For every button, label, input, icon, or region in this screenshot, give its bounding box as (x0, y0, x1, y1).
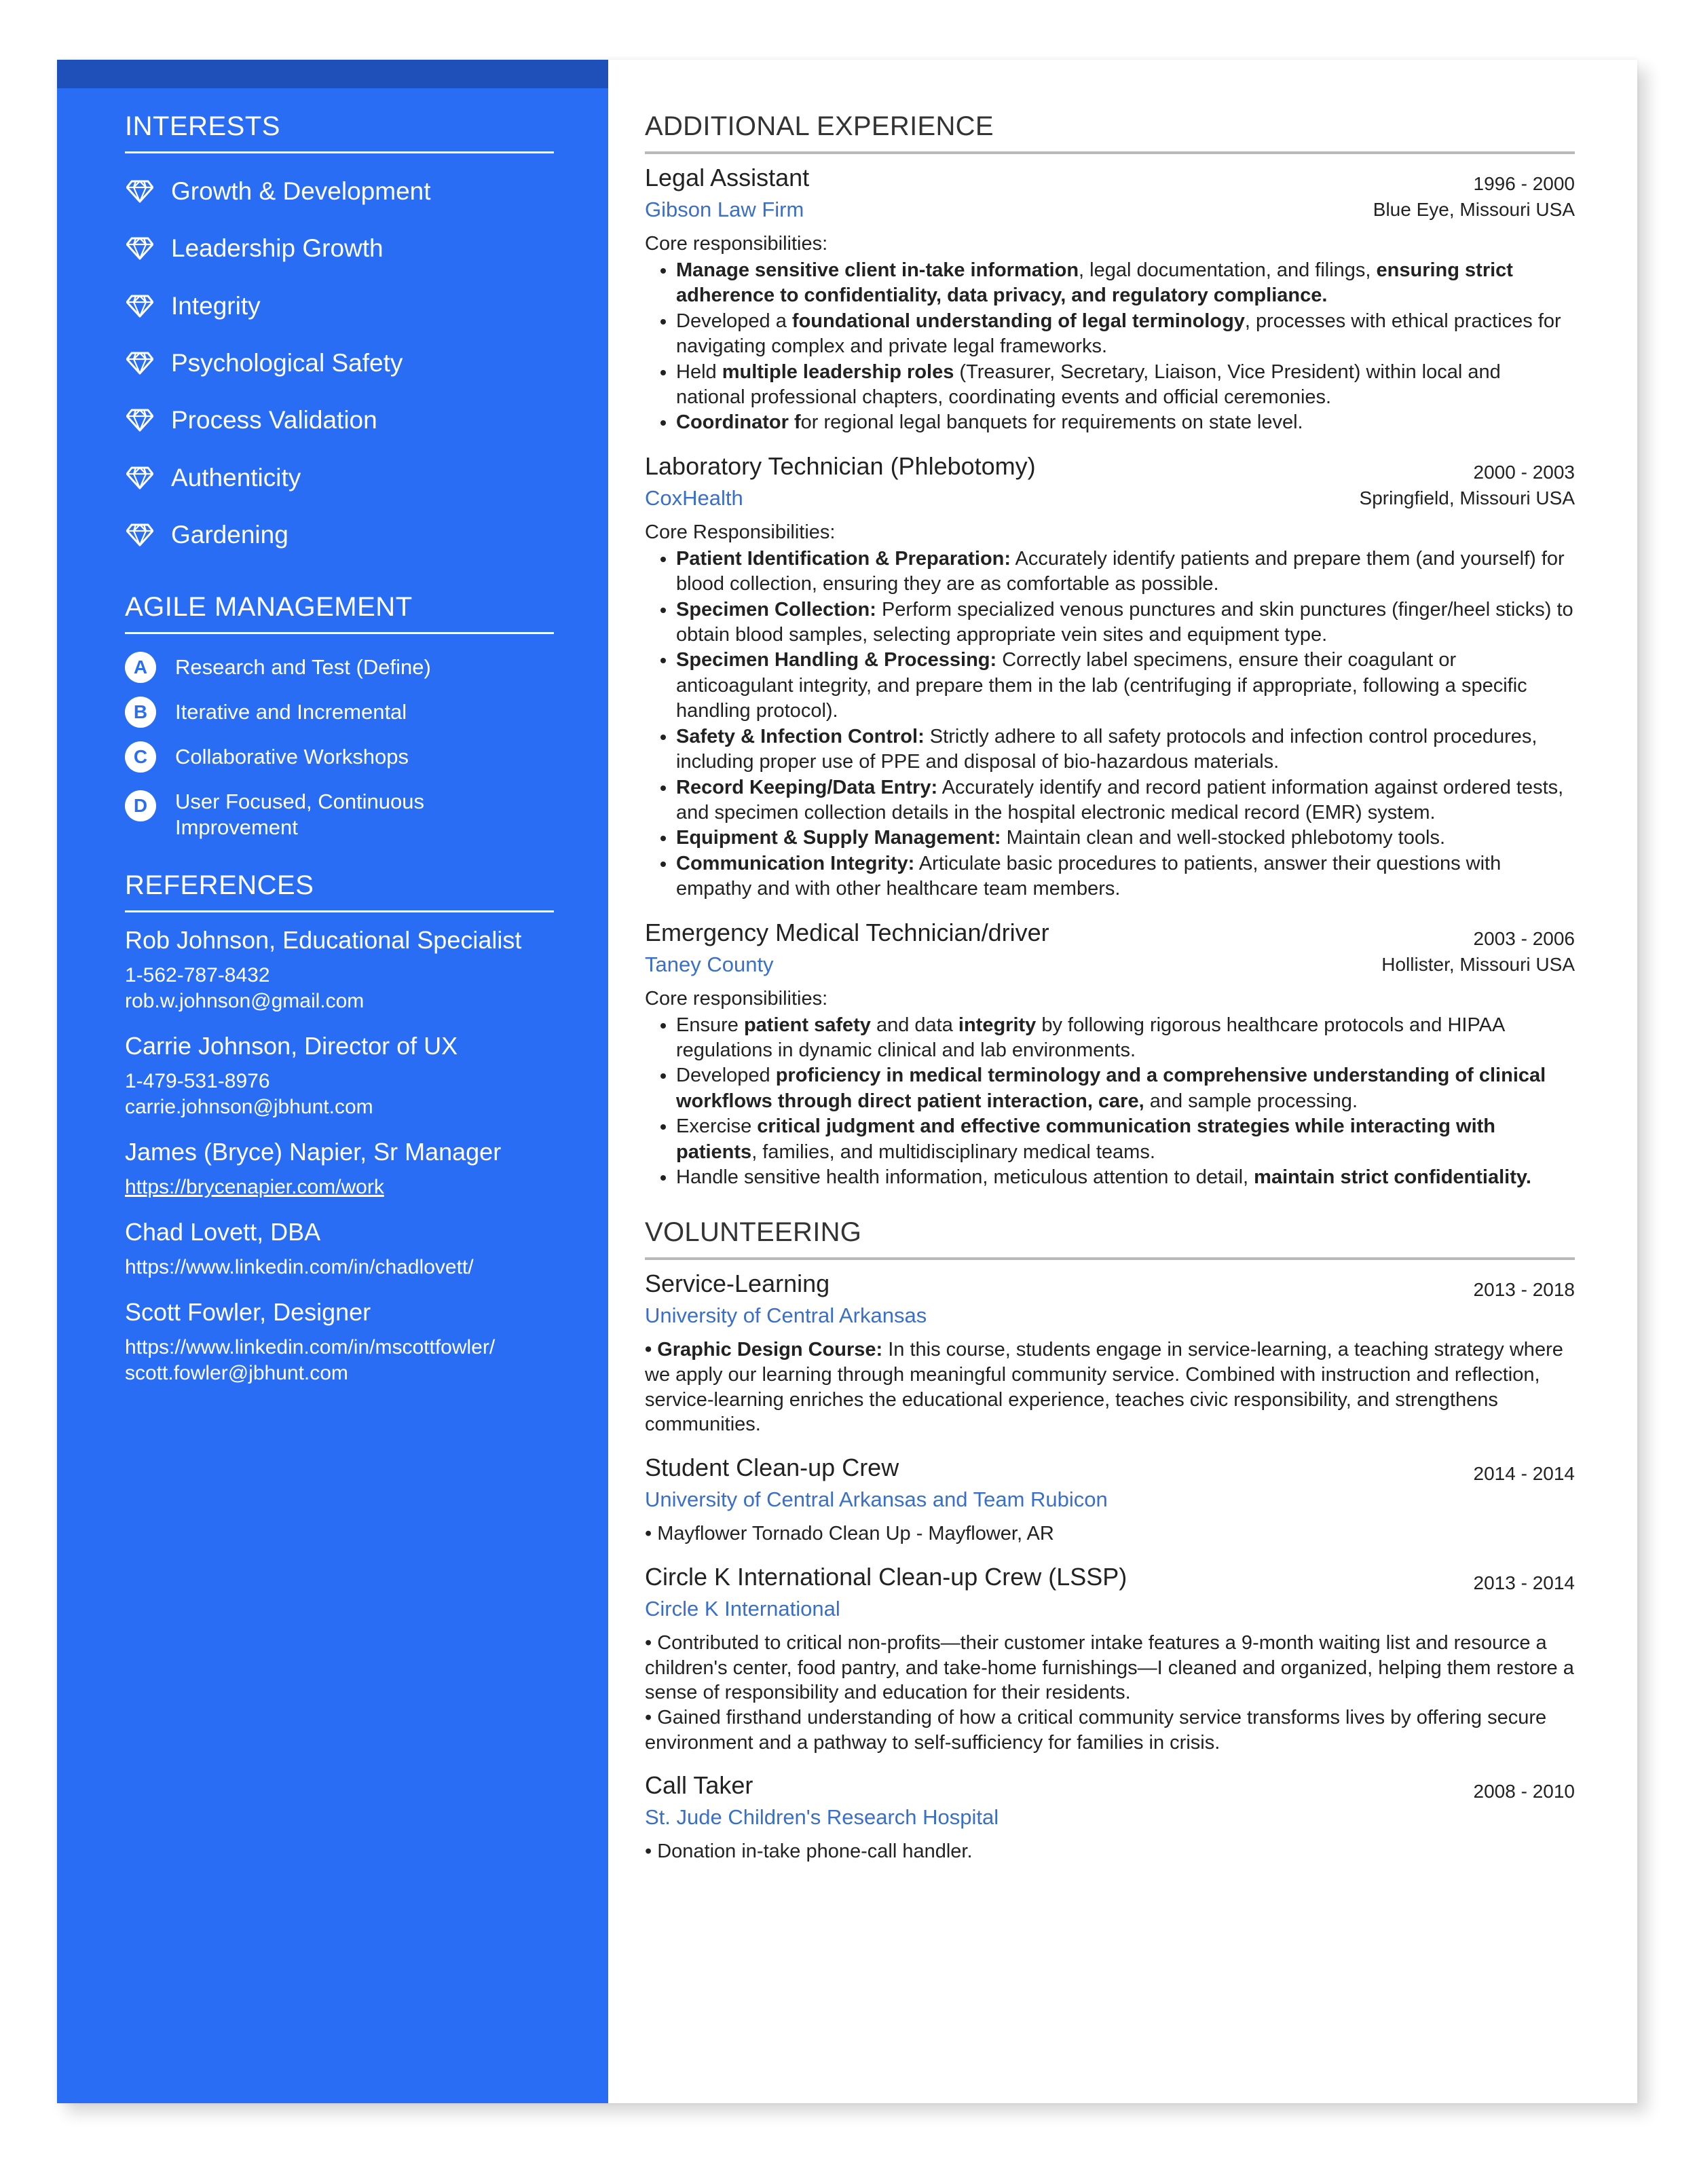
description: • Graphic Design Course: In this course, students engage in service-learning, a teaching strategy where we apply our learning through meaningful community service. Combined with instruction and reflection, service-learning enriches the educational experience, teaches civic responsibility, and strengthens communities. (645, 1339, 1563, 1436)
volunteering-entry (645, 1267, 1575, 1437)
job-dates: 2014 - 2014 (1473, 1463, 1575, 1485)
agile-item (125, 789, 554, 840)
agile-list (125, 644, 554, 840)
bullet-item: • Coordinator for regional legal banquets for requirements on state level. (676, 410, 1575, 435)
sidebar-top-bar (57, 60, 608, 88)
reference-item (125, 1217, 554, 1280)
reference-item (125, 925, 554, 1014)
interests-heading: INTERESTS (125, 111, 554, 153)
reference-link[interactable]: https://www.linkedin.com/in/chadlovett/ (125, 1256, 474, 1279)
main-content (645, 111, 1575, 1878)
description: • Mayflower Tornado Clean Up - Mayflower, AR (645, 1523, 1054, 1545)
interest-label: Gardening (171, 520, 288, 549)
bullet-item: • Held multiple leadership roles (Treasurer, Secretary, Liaison, Vice President) within local and national professional chapters, coordinating events and official ceremonies. (676, 360, 1575, 411)
references-heading: REFERENCES (125, 870, 554, 912)
letter-badge: C (125, 741, 156, 773)
interest-label: Growth & Development (171, 177, 431, 206)
job-title: Circle K International Clean-up Crew (LSSP) (645, 1562, 1127, 1591)
letter-badge: D (125, 790, 156, 821)
interest-item (125, 220, 554, 277)
reference-email[interactable]: rob.w.johnson@gmail.com (125, 990, 365, 1013)
diamond-icon (125, 521, 155, 549)
job-title: Laboratory Technician (Phlebotomy) (645, 451, 1036, 480)
job-title: Legal Assistant (645, 164, 810, 191)
interest-label: Process Validation (171, 406, 377, 434)
bullet-item: • Safety & Infection Control: Strictly adhere to all safety protocols and infection control procedures, including proper use of PPE and disposal of bio-hazardous materials. (676, 724, 1575, 775)
job-dates: 2013 - 2018 (1473, 1279, 1575, 1301)
agile-item (125, 699, 554, 728)
interest-item (125, 392, 554, 449)
reference-email[interactable]: carrie.johnson@jbhunt.com (125, 1096, 373, 1119)
resume-page (57, 60, 1637, 2103)
reference-name: James (Bryce) Napier, Sr Manager (125, 1138, 502, 1166)
job-organization: St. Jude Children's Research Hospital (645, 1805, 999, 1830)
bullet-item: • Developed a foundational understanding of legal terminology, processes with ethical practices for navigating complex and private legal frameworks. (676, 309, 1575, 360)
core-label: Core responsibilities: (645, 233, 828, 255)
references-list (125, 922, 554, 1386)
sidebar (57, 60, 608, 2103)
reference-item (125, 1297, 554, 1386)
letter-badge: A (125, 652, 156, 683)
bullet-item: • Developed proficiency in medical terminology and a comprehensive understanding of clinical workflows through direct patient interaction, care, and sample processing. (676, 1063, 1575, 1114)
interest-item (125, 163, 554, 220)
additional-experience-heading: ADDITIONAL EXPERIENCE (645, 111, 1575, 154)
job-dates: 2003 - 2006 (1473, 927, 1575, 949)
core-label: Core responsibilities: (645, 987, 828, 1010)
diamond-icon (125, 178, 155, 205)
bullet-item: • Record Keeping/Data Entry: Accurately identify and record patient information against ordered tests, and specimen collection details in the hospital electronic medical record (EMR) system. (676, 775, 1575, 826)
diamond-icon (125, 407, 155, 434)
reference-phone: 1-562-787-8432 (125, 964, 270, 987)
bullet-item: • Manage sensitive client in-take information, legal documentation, and filings, ensuring strict adherence to confidentiality, data privacy, and regulatory compliance. (676, 258, 1575, 309)
diamond-icon (125, 350, 155, 377)
job-organization: CoxHealth (645, 485, 743, 510)
job-organization: Circle K International (645, 1596, 840, 1621)
job-title: Emergency Medical Technician/driver (645, 918, 1049, 946)
job-organization: Gibson Law Firm (645, 198, 804, 221)
job-location: Blue Eye, Missouri USA (1373, 199, 1575, 220)
bullet-item: • Specimen Collection: Perform specialized venous punctures and skin punctures (finger/heel sticks) to obtain blood samples, selecting appropriate vein sites and equipment type. (676, 597, 1575, 648)
interest-item (125, 506, 554, 563)
reference-name: Chad Lovett, DBA (125, 1218, 321, 1246)
reference-name: Carrie Johnson, Director of UX (125, 1032, 458, 1060)
description: • Gained firsthand understanding of how a critical community service transforms lives by offering secure environment and a pathway to self-sufficiency for families in crisis. (645, 1707, 1547, 1754)
job-location: Hollister, Missouri USA (1381, 953, 1575, 975)
volunteering-entry (645, 1560, 1575, 1756)
interest-label: Leadership Growth (171, 234, 384, 263)
interest-label: Integrity (171, 291, 261, 320)
job-dates: 2013 - 2014 (1473, 1572, 1575, 1593)
agile-label: Research and Test (Define) (175, 655, 431, 680)
reference-name: Rob Johnson, Educational Specialist (125, 926, 522, 955)
job-title: Service-Learning (645, 1270, 830, 1298)
job-title: Call Taker (645, 1771, 753, 1800)
reference-link[interactable]: https://brycenapier.com/work (125, 1176, 384, 1199)
bullet-list (645, 547, 1575, 902)
diamond-icon (125, 293, 155, 320)
reference-name: Scott Fowler, Designer (125, 1298, 371, 1327)
experience-entry (645, 161, 1575, 436)
interests-list (125, 163, 554, 563)
interest-item (125, 278, 554, 335)
job-dates: 2008 - 2010 (1473, 1781, 1575, 1802)
interest-item (125, 449, 554, 506)
experience-entry (645, 916, 1575, 1191)
job-organization: University of Central Arkansas and Team Rubicon (645, 1487, 1108, 1512)
interest-label: Psychological Safety (171, 349, 403, 377)
agile-label: Collaborative Workshops (175, 745, 409, 769)
diamond-icon (125, 235, 155, 262)
bullet-item: • Specimen Handling & Processing: Correctly label specimens, ensure their coagulant or anticoagulant integrity, and prepare them in the lab (centrifuging if appropriate, following a specific handling protocol). (676, 648, 1575, 724)
sidebar-content (125, 111, 554, 1403)
interest-item (125, 335, 554, 392)
agile-label: Iterative and Incremental (175, 700, 407, 724)
diamond-icon (125, 464, 155, 492)
experience-entry (645, 449, 1575, 902)
bullet-item: • Communication Integrity: Articulate basic procedures to patients, answer their questions with empathy and with other healthcare team members. (676, 851, 1575, 902)
reference-phone: 1-479-531-8976 (125, 1070, 270, 1093)
volunteering-entry (645, 1769, 1575, 1864)
agile-item (125, 654, 554, 683)
job-organization: University of Central Arkansas (645, 1303, 927, 1328)
job-location: Springfield, Missouri USA (1359, 487, 1575, 508)
agile-heading: AGILE MANAGEMENT (125, 592, 554, 634)
bullet-list (645, 1013, 1575, 1191)
job-organization: Taney County (645, 952, 774, 976)
volunteering-heading: VOLUNTEERING (645, 1217, 1575, 1260)
bullet-item: • Patient Identification & Preparation: Accurately identify patients and prepare them (and yourself) for blood collection, ensuring they are as comfortable as possible. (676, 547, 1575, 597)
job-dates: 1996 - 2000 (1473, 173, 1575, 194)
reference-email[interactable]: scott.fowler@jbhunt.com (125, 1362, 348, 1385)
job-dates: 2000 - 2003 (1473, 461, 1575, 483)
interest-label: Authenticity (171, 463, 301, 492)
bullet-item: • Ensure patient safety and data integrity by following rigorous healthcare protocols and HIPAA regulations in dynamic clinical and lab environments. (676, 1013, 1575, 1064)
letter-badge: B (125, 697, 156, 728)
reference-item (125, 1136, 554, 1200)
bullet-list (645, 258, 1575, 436)
bullet-item: • Equipment & Supply Management: Maintain clean and well-stocked phlebotomy tools. (676, 826, 1575, 851)
reference-link[interactable]: https://www.linkedin.com/in/mscottfowler/ (125, 1336, 496, 1359)
volunteering-entry (645, 1451, 1575, 1547)
description: • Contributed to critical non-profits—their customer intake features a 9-month waiting list and resource a children's center, food pantry, and take-home furnishings—I cleaned and organized, helping them restore a sense of responsibility and education for their residents. (645, 1631, 1574, 1704)
reference-item (125, 1031, 554, 1120)
description: • Donation in-take phone-call handler. (645, 1840, 973, 1863)
bullet-item: • Exercise critical judgment and effective communication strategies while interacting with patients, families, and multidisciplinary medical teams. (676, 1114, 1575, 1165)
job-title: Student Clean-up Crew (645, 1454, 899, 1482)
core-label: Core Responsibilities: (645, 521, 836, 543)
agile-label: User Focused, Continuous Improvement (175, 790, 425, 840)
bullet-item: • Handle sensitive health information, meticulous attention to detail, maintain strict confidentiality. (676, 1165, 1575, 1190)
agile-item (125, 744, 554, 773)
